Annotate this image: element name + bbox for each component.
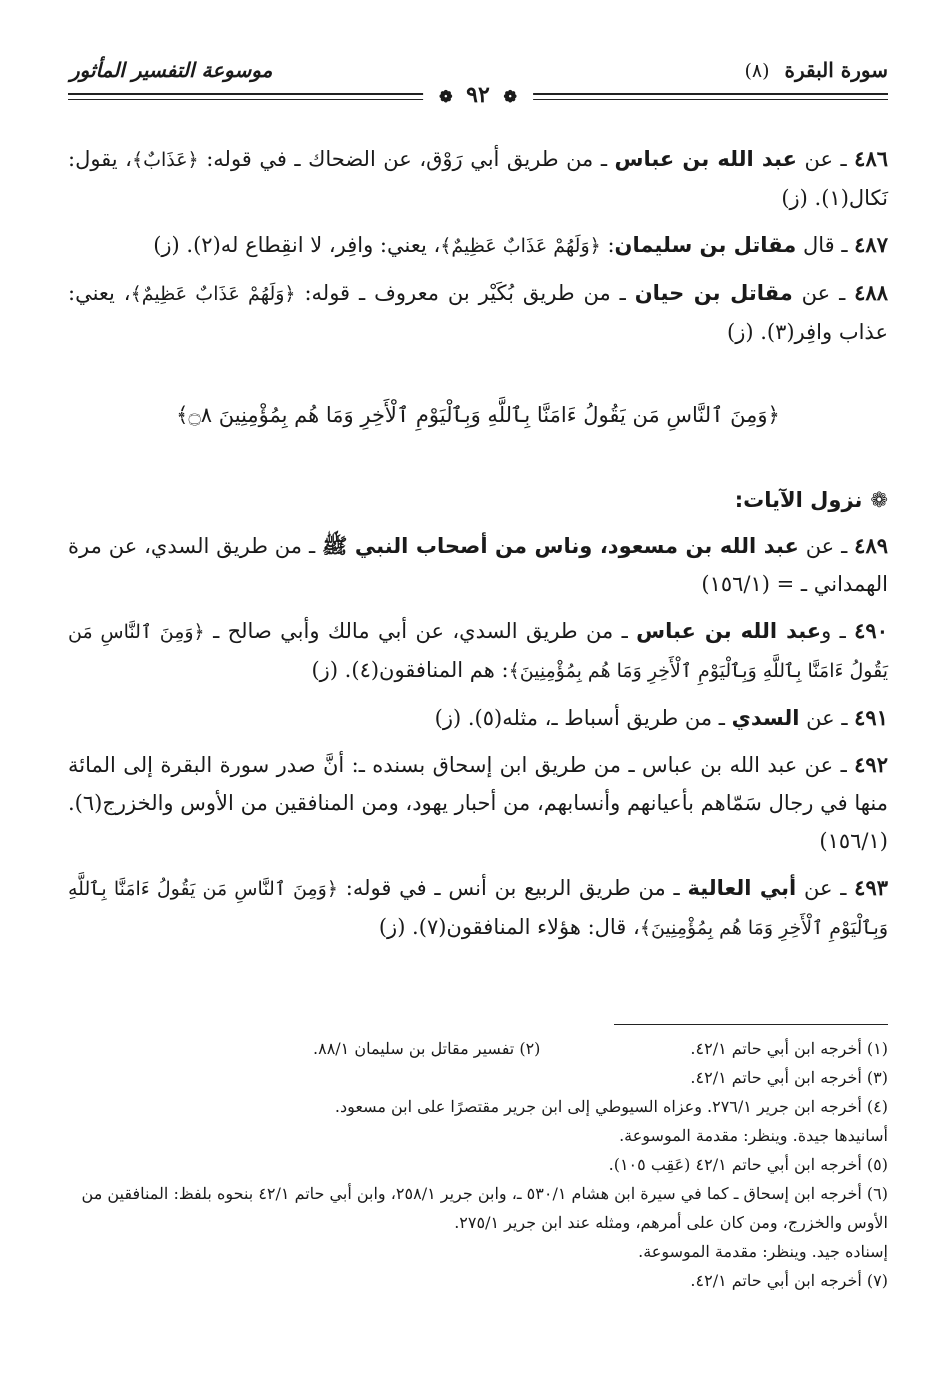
entry-text: ، يعني: وافِر، لا انقِطاع له(٢). (ز) [153, 233, 441, 257]
entry-number: ٤٩١ [854, 705, 888, 730]
entry-number: ٤٨٦ [854, 146, 889, 171]
entry-text: ، يقول: نَكال(١). (ز) [68, 147, 888, 210]
quran-quote: ﴿وَمِنَ ٱلنَّاسِ مَن يَقُولُ ءَامَنَّا بِٱللَّهِ وَبِٱلْيَوْمِ ٱلْأَخِرِ وَمَا هُم بِمُؤْمِنِينَ﴾ [68, 621, 888, 682]
entry-text: ، يعني: عذاب وافِر(٣). (ز) [68, 281, 888, 344]
entry-text: ـ عن [796, 147, 855, 171]
footnote-rule [614, 1024, 888, 1025]
entry-text: ـ عن [796, 876, 855, 900]
quran-quote: ﴿وَلَهُمْ عَذَابٌ عَظِيمٌ﴾ [130, 283, 296, 305]
narrator-name: مقاتل بن سليمان [614, 233, 797, 257]
book-page [68, 0, 888, 1389]
entry-text: ـ من طريق بُكَيْر بن معروف ـ قوله: [295, 281, 635, 305]
narration-entry [68, 140, 888, 217]
entry-text: ـ من طريق الربيع بن أنس ـ في قوله: [337, 876, 688, 900]
verse-ref: (٨) [744, 60, 770, 82]
entry-text: : [600, 233, 615, 257]
footnote: (٤) أخرجه ابن جرير ٢٧٦/١. وعزاه السيوطي إلى ابن جرير مقتصرًا على ابن مسعود. [334, 1097, 888, 1116]
entry-text: ـ عن [798, 534, 855, 558]
narrator-name: أبي العالية [687, 876, 797, 900]
narrator-name: عبد الله بن عباس [636, 619, 822, 643]
section-title: نزول الآيات: [734, 488, 863, 512]
footnote-continuation: إسناده جيد. وينظر: مقدمة الموسوعة. [638, 1242, 888, 1261]
footnotes [68, 1034, 888, 1295]
footnote-row [68, 1034, 888, 1063]
entry-text: ـ عن [792, 281, 855, 305]
entry-number: ٤٩٠ [854, 618, 888, 643]
quran-quote: ﴿وَلَهُمْ عَذَابٌ عَظِيمٌ﴾ [440, 235, 601, 257]
surah-header [744, 58, 888, 82]
narrator-name: السدي [731, 706, 800, 730]
entry-text: ـ و [821, 619, 855, 643]
footnote: (٢) تفسير مقاتل بن سليمان ٨٨/١. [313, 1039, 541, 1058]
footnote: (٥) أخرجه ابن أبي حاتم ٤٢/١ (عَقِب ١٠٥). [608, 1155, 888, 1174]
footnote: (٧) أخرجه ابن أبي حاتم ٤٢/١. [690, 1271, 888, 1290]
book-title: موسوعة التفسير المأثور [70, 58, 273, 82]
ornament-icon: ❁ [439, 87, 453, 106]
ornament-icon: ❁ [503, 87, 517, 106]
narrator-name: عبد الله بن عباس [614, 147, 797, 171]
footnote: (٣) أخرجه ابن أبي حاتم ٤٢/١. [690, 1068, 888, 1087]
entry-text: ـ من طريق السدي، عن مرة الهمداني ـ = (١٥٦/١) [68, 534, 888, 596]
narrator-name: عبد الله بن مسعود، وناس من أصحاب النبي ﷺ [322, 534, 799, 558]
flower-icon: ❁ [870, 488, 888, 512]
quran-quote: ﴿وَمِنَ ٱلنَّاسِ مَن يَقُولُ ءَامَنَّا بِٱللَّهِ وَبِٱلْيَوْمِ ٱلْأَخِرِ وَمَا هُم بِمُؤْمِنِينَ﴾ [68, 878, 888, 939]
narration-entry [68, 527, 888, 603]
entry-text: ـ من طريق ابن إسحاق بسنده ـ: أنَّ صدر سورة البقرة إلى المائة منها في رجال سَمّاهم بأعيانهم وأنسابهم، من أحبار يهود، ومن المنافقين من الأوس والخزرج(٦). (١٥٦/١) [68, 753, 888, 853]
entry-number: ٤٨٨ [854, 280, 888, 305]
entry-text: ـ عن [799, 706, 855, 730]
narration-entry [68, 699, 888, 737]
entry-text: : هم المنافقون(٤). (ز) [311, 658, 509, 682]
narration-entry [68, 869, 888, 947]
entry-text: ـ من طريق أبي رَوْق، عن الضحاك ـ في قوله: [198, 147, 615, 171]
entry-number: ٤٨٧ [854, 232, 888, 257]
footnote: (٦) أخرجه ابن إسحاق ـ كما في سيرة ابن هشام ٥٣٠/١ ـ، وابن جرير ٢٥٨/١، وابن أبي حاتم ٤٢/١ بنحوه بلفظ: المنافقين من الأوس والخزرج، ومن كان على أمرهم، ومثله عند ابن جرير ٢٧٥/١. [81, 1184, 888, 1232]
quran-quote: ﴿عَذَابٌ﴾ [131, 149, 199, 171]
narration-entry [68, 612, 888, 690]
entry-number: ٤٨٩ [854, 533, 889, 558]
surah-title: سورة البقرة [784, 58, 888, 82]
page-number: ٩٢ [466, 82, 490, 108]
entry-text: ـ قال [796, 233, 855, 257]
quran-verse: ﴿وَمِنَ ٱلنَّاسِ مَن يَقُولُ ءَامَنَّا بِٱللَّهِ وَبِٱلْيَوْمِ ٱلْأَخِرِ وَمَا هُم بِمُؤْمِنِينَ ۝٨﴾ [176, 403, 780, 427]
narrator-name: مقاتل بن حيان [634, 281, 793, 305]
entry-text: ـ من طريق أسباط ـ، مثله(٥). (ز) [434, 706, 732, 730]
narration-entry [68, 226, 888, 265]
footnote: (١) أخرجه ابن أبي حاتم ٤٢/١. [690, 1039, 888, 1058]
entry-text: ـ من طريق السدي، عن أبي مالك وأبي صالح ـ [204, 619, 637, 643]
footnote-continuation: أسانيدها جيدة. وينظر: مقدمة الموسوعة. [619, 1126, 888, 1145]
main-text [68, 140, 888, 956]
narration-entry [68, 746, 888, 860]
entry-text: ـ عن عبد الله بن عباس [642, 753, 855, 777]
entry-number: ٤٩٢ [854, 752, 888, 777]
entry-text: ، قال: هؤلاء المنافقون(٧). (ز) [378, 915, 640, 939]
entry-number: ٤٩٣ [854, 875, 889, 900]
section-heading [68, 481, 888, 519]
narration-entry [68, 274, 888, 351]
page-number-block [423, 82, 533, 108]
